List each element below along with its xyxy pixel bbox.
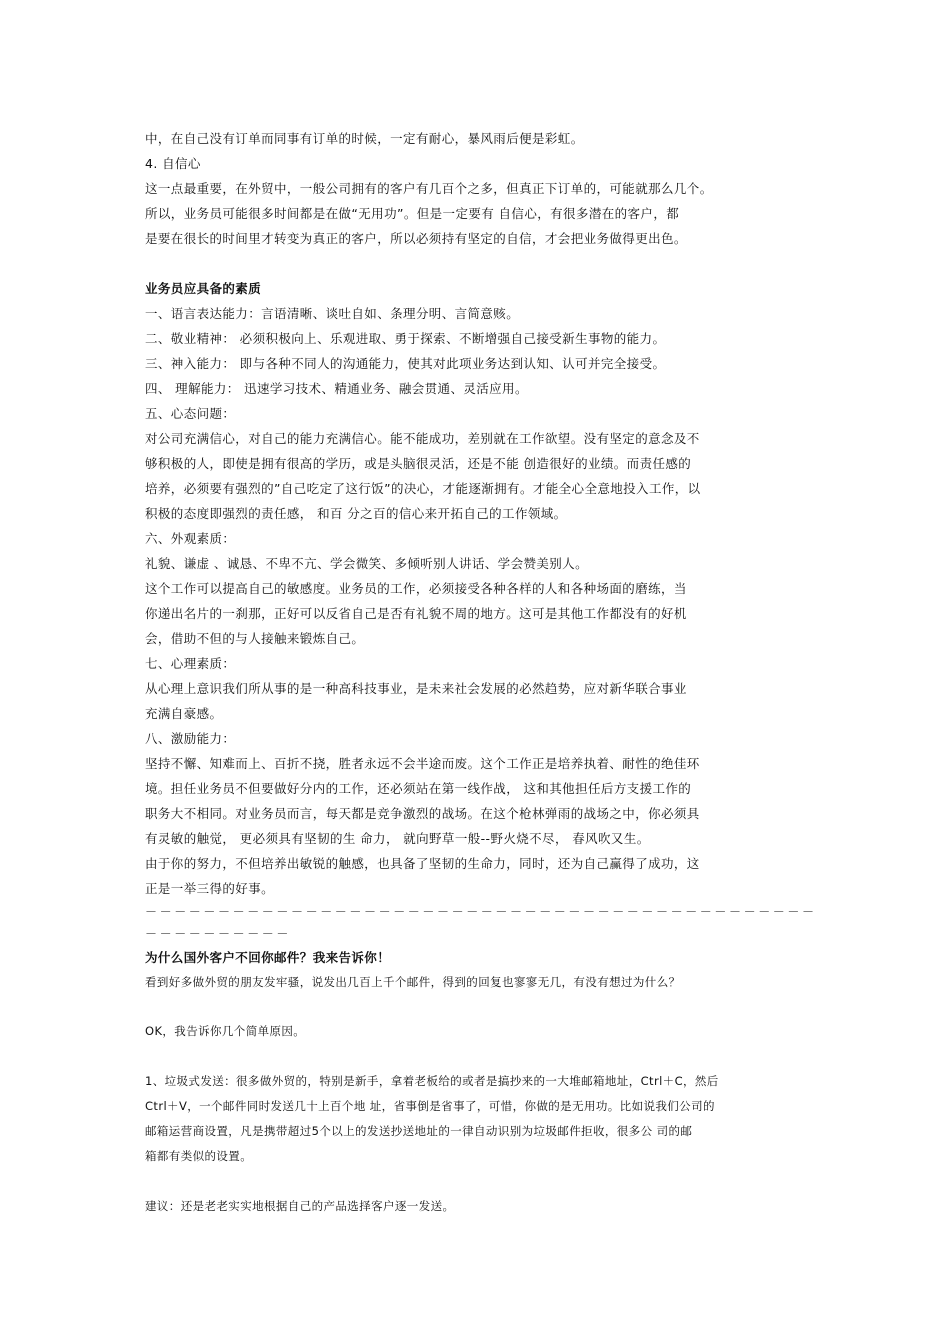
quality-item: 一、语言表达能力：言语清晰、谈吐自如、条理分明、言简意赅。 (145, 306, 520, 321)
psychology-label: 七、心理素质： (145, 656, 236, 671)
mindset-label: 五、心态问题： (145, 406, 236, 421)
quality-item: 二、敬业精神： 必须积极向上、乐观进取、勇于探索、不断增强自己接受新生事物的能力。 (145, 331, 666, 346)
reason-line: Ctrl＋V，一个邮件同时发送几十上百个地 址，省事倒是省事了，可惜，你做的是无用功。比如说我们公司的 (145, 1099, 715, 1113)
reason-line: 箱都有类似的设置。 (145, 1149, 253, 1163)
paragraph-line: 够积极的人，即使是拥有很高的学历，或是头脑很灵活，还是不能 创造很好的业绩。而责任感的 (145, 456, 692, 471)
email-section-title: 为什么国外客户不回你邮件？我来告诉你！ (145, 950, 391, 965)
motivation-label: 八、激励能力： (145, 731, 236, 746)
appearance-label: 六、外观素质： (145, 531, 236, 546)
paragraph-line: 正是一举三得的好事。 (145, 881, 275, 896)
section-heading-confidence: 4. 自信心 (145, 156, 201, 171)
paragraph-line: 有灵敏的触觉， 更必须具有坚韧的生 命力， 就向野草一般--野火烧不尽， 春风吹又生。 (145, 831, 650, 846)
paragraph-line: 礼貌、谦虚 、诚恳、不卑不亢、学会微笑、多倾听别人讲话、学会赞美别人。 (145, 556, 588, 571)
reason-line: 1、垃圾式发送：很多做外贸的，特别是新手，拿着老板给的或者是搞抄来的一大堆邮箱地址，Ctrl＋C，然后 (145, 1074, 719, 1088)
spacer (145, 1044, 817, 1069)
document-page (145, 126, 817, 1219)
paragraph-line: 由于你的努力，不但培养出敏锐的触感，也具备了坚韧的生命力，同时，还为自己赢得了成功，这 (145, 856, 700, 871)
paragraph-line: 所以，业务员可能很多时间都是在做“无用功”。但是一定要有 自信心，有很多潜在的客户，都 (145, 206, 680, 221)
dashed-divider: －－－－－－－－－－ (145, 927, 292, 941)
suggestion-line: 建议：还是老老实实地根据自己的产品选择客户逐一发送。 (145, 1199, 455, 1213)
reason-line: 邮箱运营商设置，凡是携带超过5个以上的发送抄送地址的一律自动识别为垃圾邮件拒收，很多公 司的邮 (145, 1124, 693, 1138)
dashed-divider: －－－－－－－－－－－－－－－－－－－－－－－－－－－－－－－－－－－－－－－－－－－－－－ (145, 905, 817, 919)
intro-line: 中，在自己没有订单而同事有订单的时候，一定有耐心，暴风雨后便是彩虹。 (145, 131, 584, 146)
paragraph-line: 是要在很长的时间里才转变为真正的客户，所以必须持有坚定的自信，才会把业务做得更出色。 (145, 231, 687, 246)
paragraph-line: 坚持不懈、知难而上、百折不挠，胜者永远不会半途而废。这个工作正是培养执着、耐性的绝佳环 (145, 756, 700, 771)
paragraph-line: 这个工作可以提高自己的敏感度。业务员的工作，必须接受各种各样的人和各种场面的磨练，当 (145, 581, 687, 596)
quality-item: 四、 理解能力： 迅速学习技术、精通业务、融会贯通、灵活应用。 (145, 381, 528, 396)
paragraph-line: 境。担任业务员不但要做好分内的工作，还必须站在第一线作战， 这和其他担任后方支援工作的 (145, 781, 692, 796)
spacer (145, 1169, 817, 1194)
paragraph-line: 这一点最重要，在外贸中，一般公司拥有的客户有几百个之多，但真正下订单的，可能就那么几个。 (145, 181, 713, 196)
paragraph-line: 充满自豪感。 (145, 706, 223, 721)
paragraph-line: 会，借助不但的与人接触来锻炼自己。 (145, 631, 365, 646)
email-intro: 看到好多做外贸的朋友发牢骚，说发出几百上千个邮件，得到的回复也寥寥无几，有没有想过为什么？ (145, 975, 681, 989)
ok-line: OK，我告诉你几个简单原因。 (145, 1024, 306, 1038)
paragraph-line: 积极的态度即强烈的责任感， 和百 分之百的信心来开拓自己的工作领域。 (145, 506, 567, 521)
paragraph-line: 培养，必须要有强烈的”自己吃定了这行饭”的决心，才能逐渐拥有。才能全心全意地投入工作，以 (145, 481, 701, 496)
spacer (145, 251, 817, 276)
paragraph-line: 你递出名片的一刹那，正好可以反省自己是否有礼貌不周的地方。这可是其他工作都没有的好机 (145, 606, 687, 621)
paragraph-line: 职务大不相同。对业务员而言，每天都是竞争激烈的战场。在这个枪林弹雨的战场之中，你必须具 (145, 806, 700, 821)
quality-item: 三、神入能力： 即与各种不同人的沟通能力，使其对此项业务达到认知、认可并完全接受。 (145, 356, 666, 371)
paragraph-line: 对公司充满信心，对自己的能力充满信心。能不能成功，差别就在工作欲望。没有坚定的意念及不 (145, 431, 700, 446)
paragraph-line: 从心理上意识我们所从事的是一种高科技事业，是未来社会发展的必然趋势，应对新华联合事业 (145, 681, 687, 696)
spacer (145, 995, 817, 1019)
qualities-title: 业务员应具备的素质 (145, 281, 262, 296)
